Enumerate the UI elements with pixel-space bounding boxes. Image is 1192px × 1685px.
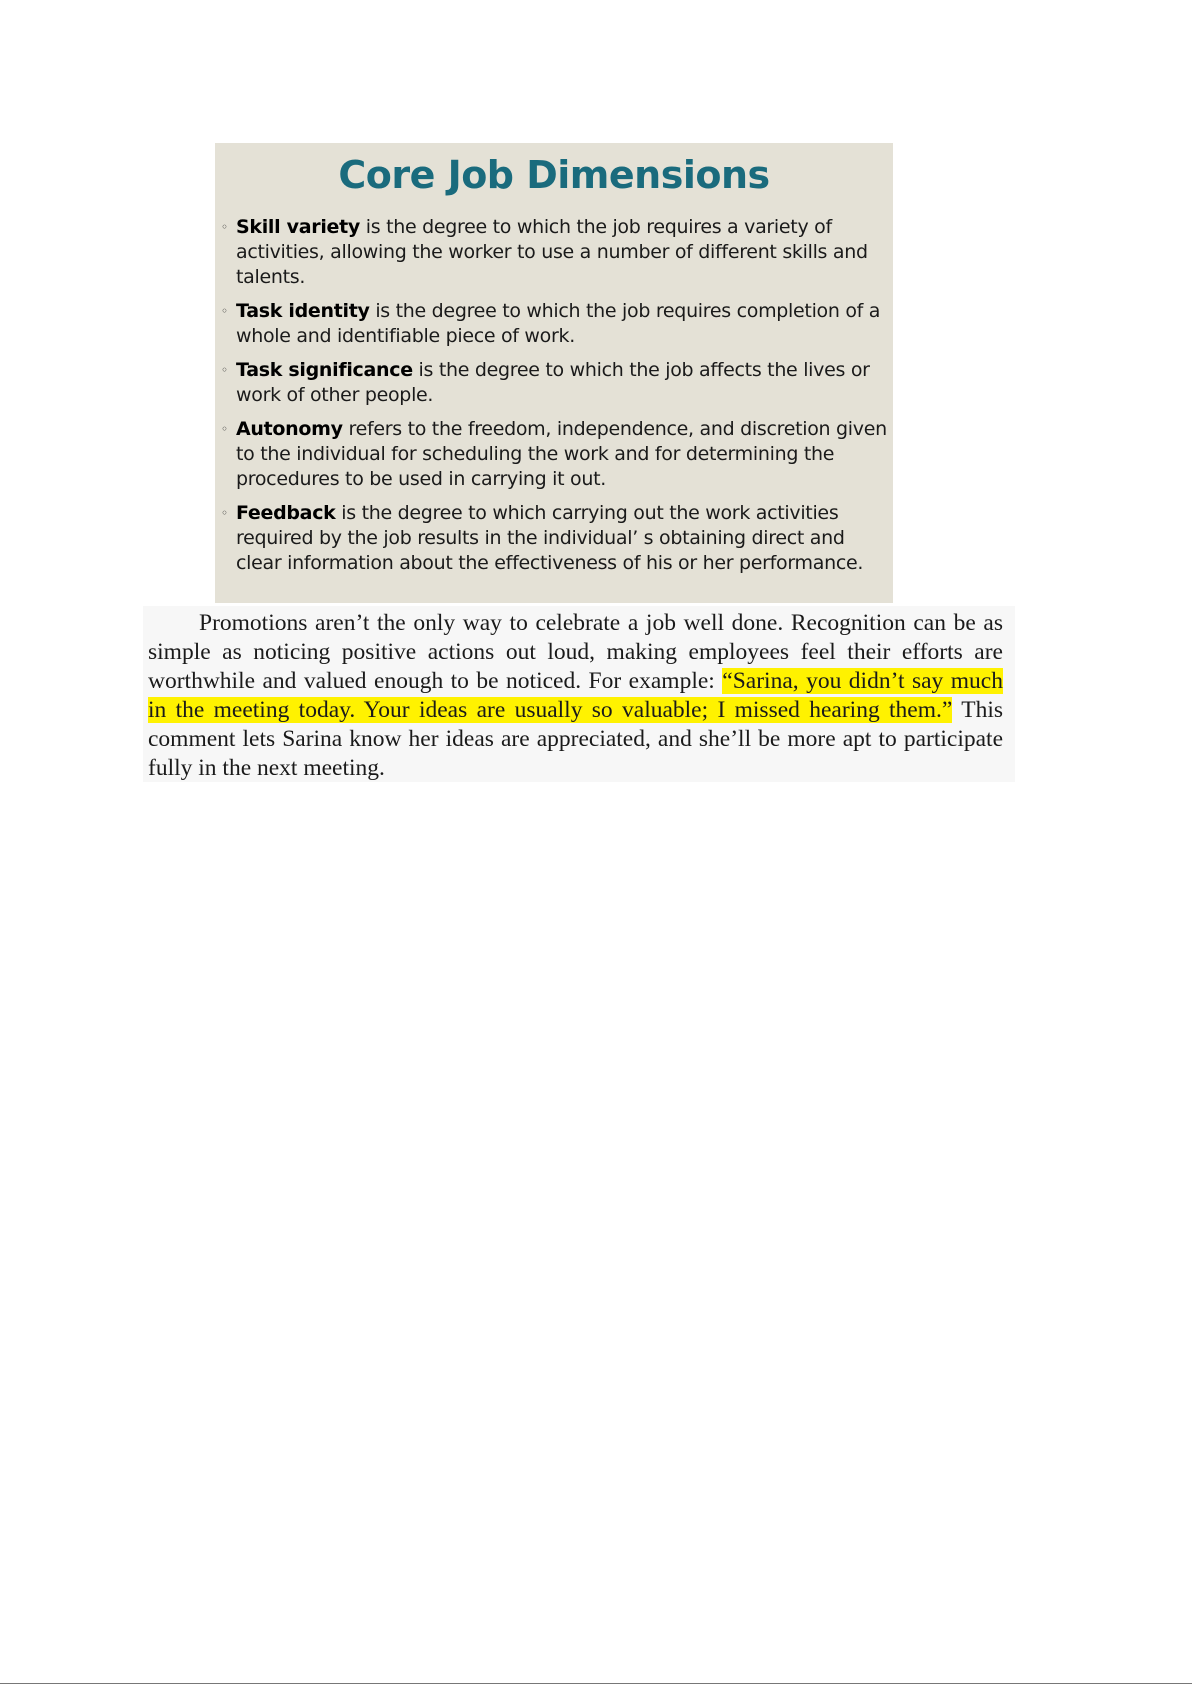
- bullet-icon: ◦: [221, 422, 228, 436]
- dimension-definition: refers to the freedom, independence, and discretion given to the individual for scheduling the work and for determining the procedures to be used in carrying it out.: [236, 418, 887, 490]
- dimension-term: Skill variety: [236, 216, 361, 238]
- highlighted-quote: “Sarina, you didn’t say much in the meeting today. Your ideas are usually so valuable; I missed hearing them.”: [148, 668, 1003, 723]
- dimension-definition: is the degree to which carrying out the work activities required by the job results in the individual’ s obtaining direct and clear information about the effectiveness of his or her performance.: [236, 502, 864, 574]
- bullet-icon: ◦: [221, 363, 228, 377]
- dimension-term: Task significance: [236, 359, 413, 381]
- list-item: [219, 299, 891, 349]
- page-bottom-border: [0, 1683, 1192, 1684]
- bullet-icon: ◦: [221, 304, 228, 318]
- list-item: [219, 417, 891, 492]
- bullet-icon: ◦: [221, 506, 228, 520]
- book-excerpt: [143, 606, 1015, 782]
- bullet-icon: ◦: [221, 220, 228, 234]
- excerpt-paragraph: [148, 609, 1003, 783]
- slide-image: [215, 143, 893, 603]
- slide-title: Core Job Dimensions: [338, 153, 770, 197]
- dimension-term: Task identity: [236, 300, 370, 322]
- excerpt-text-before: Promotions aren’t the only way to celebrate a job well done. Recognition can be as simple as noticing positive actions out loud, making employees feel their efforts are worthwhile and valued enough to be noticed. For example:: [148, 610, 1003, 694]
- dimension-term: Feedback: [236, 502, 336, 524]
- dimension-definition: is the degree to which the job affects the lives or work of other people.: [236, 359, 870, 406]
- dimension-definition: is the degree to which the job requires a variety of activities, allowing the worker to use a number of different skills and talents.: [236, 216, 868, 288]
- dimension-term: Autonomy: [236, 418, 343, 440]
- dimension-definition: is the degree to which the job requires completion of a whole and identifiable piece of work.: [236, 300, 881, 347]
- dimension-list: [219, 215, 891, 585]
- list-item: [219, 215, 891, 290]
- excerpt-text-after: This comment lets Sarina know her ideas are appreciated, and she’ll be more apt to participate fully in the next meeting.: [148, 697, 1003, 781]
- list-item: [219, 358, 891, 408]
- list-item: [219, 501, 891, 576]
